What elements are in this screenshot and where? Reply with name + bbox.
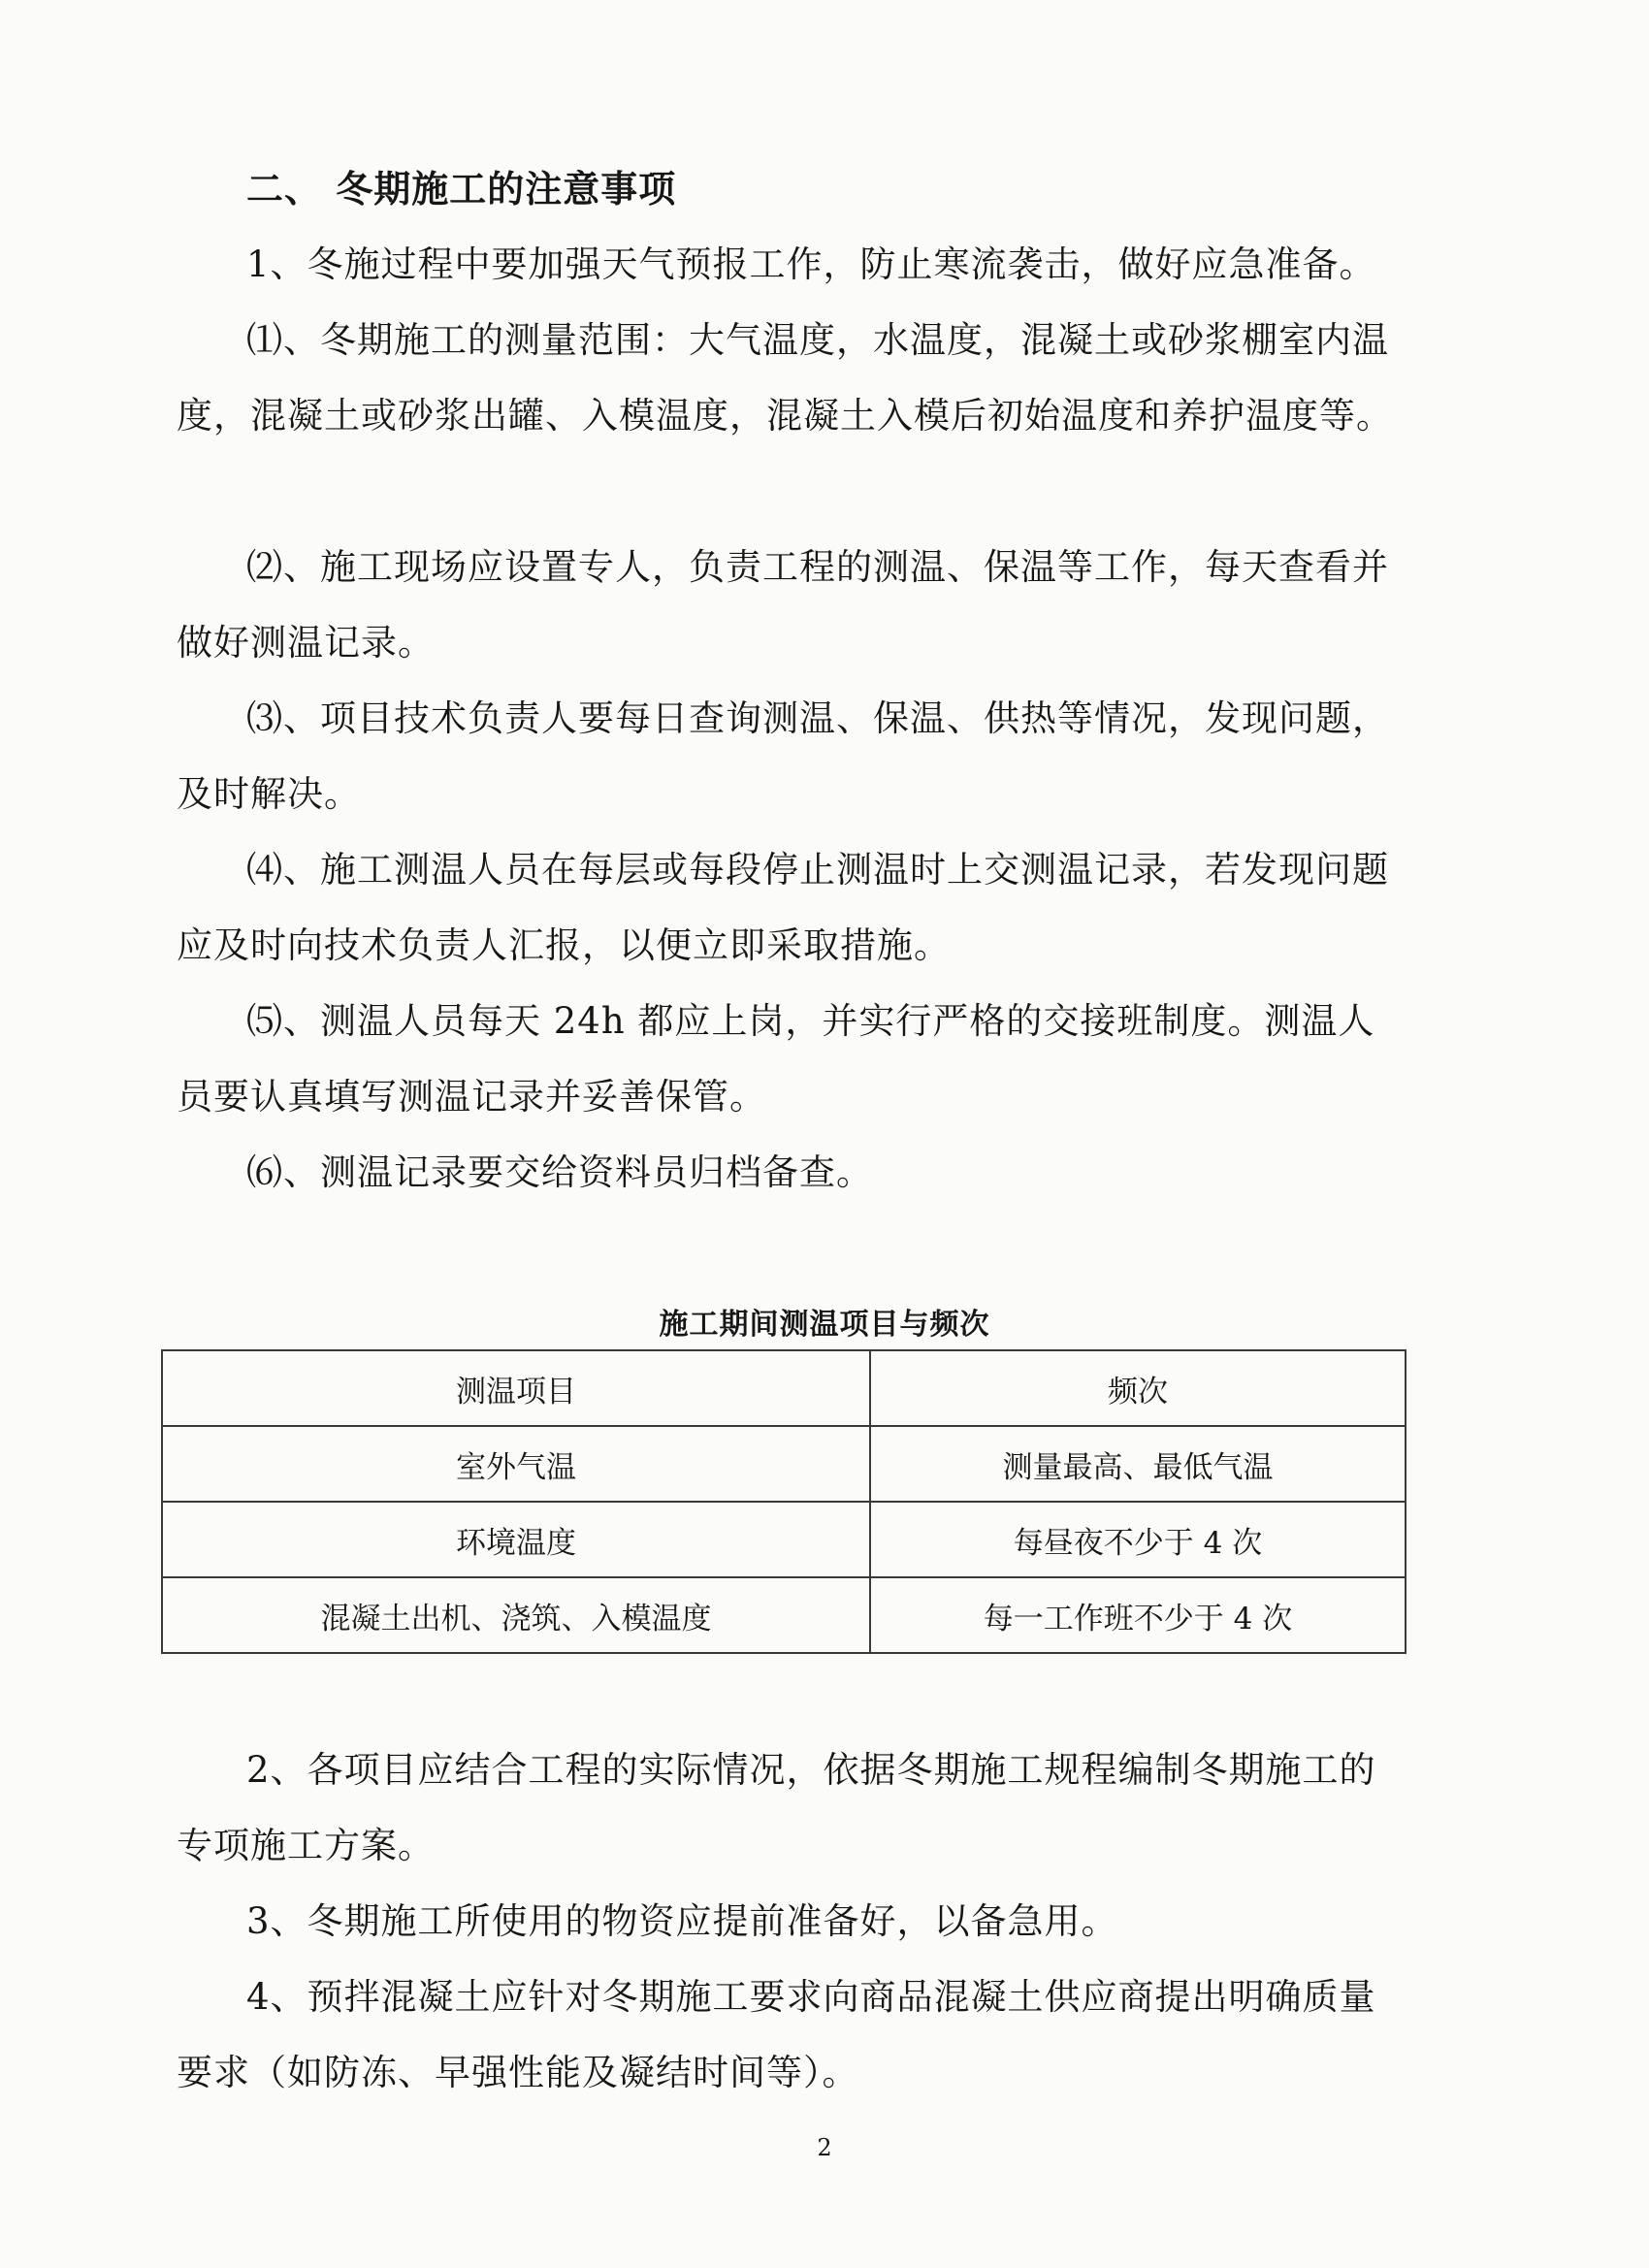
paragraph-sub-1: ⑴、冬期施工的测量范围：大气温度，水温度，混凝土或砂浆棚室内温度，混凝土或砂浆出罐、入模温度，混凝土入模后初始温度和养护温度等。 [177, 319, 1393, 437]
table-row [162, 1502, 1406, 1577]
paragraph-item-1: 1、冬施过程中要加强天气预报工作，防止寒流袭击，做好应急准备。 [246, 243, 1376, 285]
paragraph-item-4: 4、预拌混凝土应针对冬期施工要求向商品混凝土供应商提出明确质量要求（如防冻、早强性能及凝结时间等）。 [177, 1976, 1376, 2093]
paragraph-sub-2: ⑵、施工现场应设置专人，负责工程的测温、保温等工作，每天查看并做好测温记录。 [177, 546, 1389, 664]
table-header-row [162, 1350, 1406, 1426]
table-cell: 每昼夜不少于 4 次 [870, 1502, 1406, 1577]
paragraph-item-3: 3、冬期施工所使用的物资应提前准备好，以备急用。 [246, 1900, 1118, 1942]
table-cell: 环境温度 [162, 1502, 870, 1577]
table-title: 施工期间测温项目与频次 [659, 1308, 990, 1342]
paragraph-sub-3: ⑶、项目技术负责人要每日查询测温、保温、供热等情况，发现问题，及时解决。 [177, 697, 1389, 815]
table-cell: 每一工作班不少于 4 次 [870, 1577, 1406, 1653]
paragraph-sub-4: ⑷、施工测温人员在每层或每段停止测温时上交测温记录，若发现问题应及时向技术负责人汇报，以便立即采取措施。 [177, 849, 1389, 966]
table-row [162, 1426, 1406, 1502]
table-cell: 测量最高、最低气温 [870, 1426, 1406, 1502]
paragraph-sub-6: ⑹、测温记录要交给资料员归档备查。 [246, 1151, 873, 1193]
temperature-table [161, 1349, 1406, 1654]
table-cell: 室外气温 [162, 1426, 870, 1502]
page-number: 2 [817, 2134, 832, 2161]
paragraph-sub-5: ⑸、测温人员每天 24h 都应上岗，并实行严格的交接班制度。测温人员要认真填写测温记录并妥善保管。 [177, 1000, 1375, 1118]
table-header-cell: 频次 [870, 1350, 1406, 1426]
table-row [162, 1577, 1406, 1653]
table-cell: 混凝土出机、浇筑、入模温度 [162, 1577, 870, 1653]
table-header-cell: 测温项目 [162, 1350, 870, 1426]
section-heading: 二、 冬期施工的注意事项 [246, 167, 677, 211]
paragraph-item-2: 2、各项目应结合工程的实际情况，依据冬期施工规程编制冬期施工的专项施工方案。 [177, 1749, 1376, 1866]
